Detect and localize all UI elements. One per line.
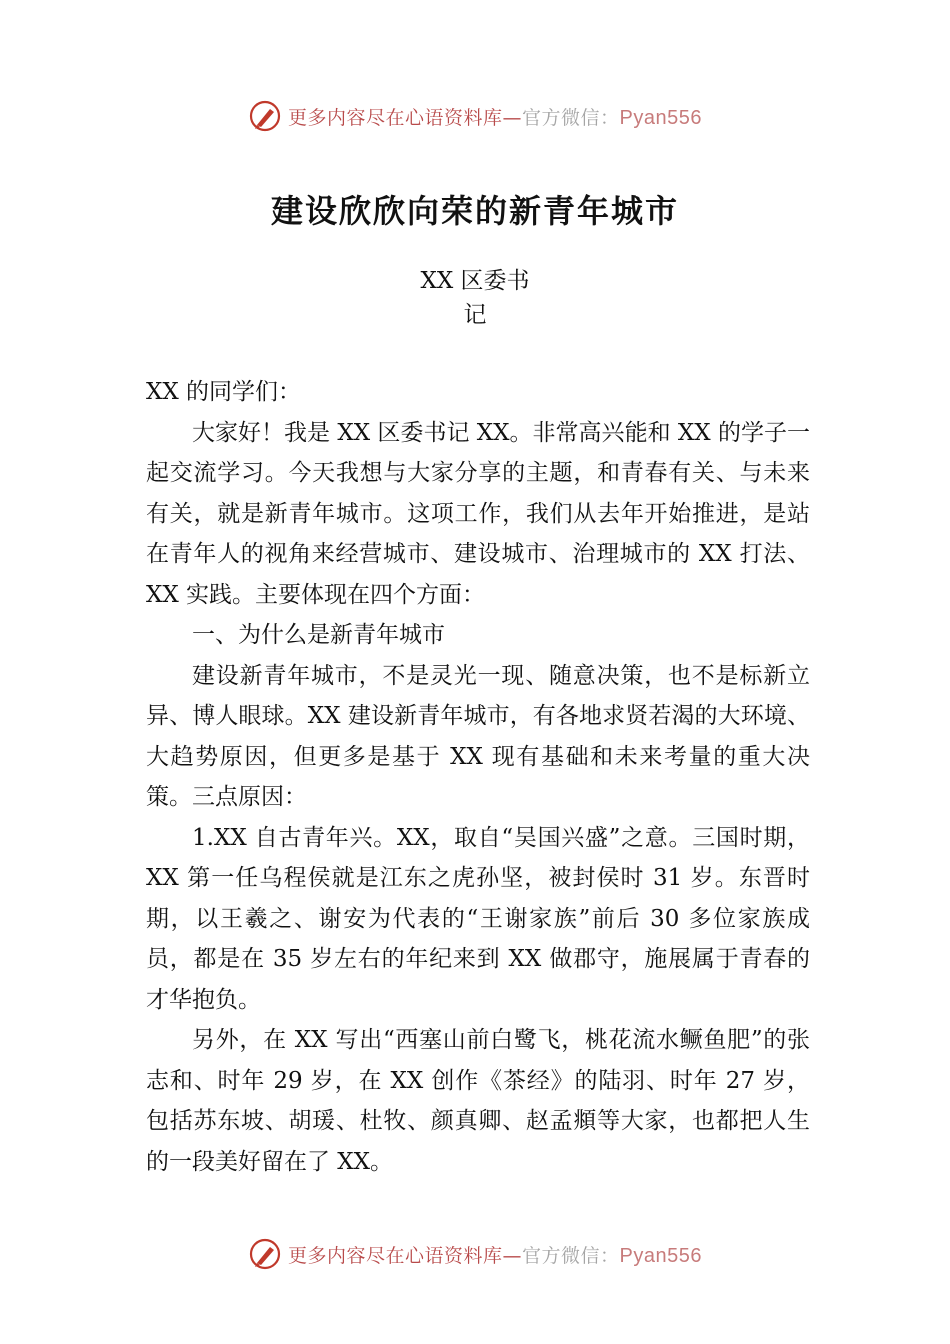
- wechat-id: Pyan556: [619, 1244, 702, 1267]
- pen-logo-icon: [248, 1237, 282, 1271]
- salutation: XX 的同学们：: [146, 379, 302, 405]
- author-line-2: 记: [463, 302, 487, 328]
- header-banner: [0, 96, 950, 136]
- banner-text: [288, 1241, 702, 1268]
- document-title: 建设欣欣向荣的新青年城市: [270, 192, 679, 230]
- document-body: [146, 372, 810, 1182]
- section-heading: 一、为什么是新青年城市: [192, 622, 445, 648]
- banner-text: [288, 103, 702, 130]
- banner-title: 更多内容尽在心语资料库—: [288, 106, 523, 129]
- paragraph-history: 1.XX 自古青年兴。XX，取自“吴国兴盛”之意。三国时期，XX 第一任乌程侯就是江东之虎孙坚，被封侯时 31 岁。东晋时期，以王羲之、谢安为代表的“王谢家族”前后 30 多位家族成员，都是在 35 岁左右的年纪来到 XX 做郡守，施展属于青春的才华抱负。: [146, 824, 810, 1013]
- paragraph-reasons: 建设新青年城市，不是灵光一现、随意决策，也不是标新立异、博人眼球。XX 建设新青年城市，有各地求贤若渴的大环境、大趋势原因，但更多是基于 XX 现有基础和未来考量的重大决策。三点原因：: [146, 662, 810, 810]
- paragraph-figures: 另外，在 XX 写出“西塞山前白鹭飞，桃花流水鳜鱼肥”的张志和、时年 29 岁，在 XX 创作《茶经》的陆羽、时年 27 岁，包括苏东坡、胡瑗、杜牧、颜真卿、赵孟頫等大家，也都把人生的一段美好留在了 XX。: [146, 1027, 810, 1175]
- paragraph-intro: 大家好！我是 XX 区委书记 XX。非常高兴能和 XX 的学子一起交流学习。今天我想与大家分享的主题，和青春有关、与未来有关，就是新青年城市。这项工作，我们从去年开始推进，是站在青年人的视角来经营城市、建设城市、治理城市的 XX 打法、XX 实践。主要体现在四个方面：: [146, 419, 810, 608]
- pen-logo-icon: [248, 99, 282, 133]
- banner-title: 更多内容尽在心语资料库—: [288, 1244, 523, 1267]
- wechat-id: Pyan556: [619, 106, 702, 129]
- wechat-label: 官方微信：: [522, 106, 620, 129]
- author-block: [0, 264, 950, 332]
- wechat-label: 官方微信：: [522, 1244, 620, 1267]
- footer-banner: [0, 1234, 950, 1274]
- author-line-1: XX 区委书: [420, 268, 530, 294]
